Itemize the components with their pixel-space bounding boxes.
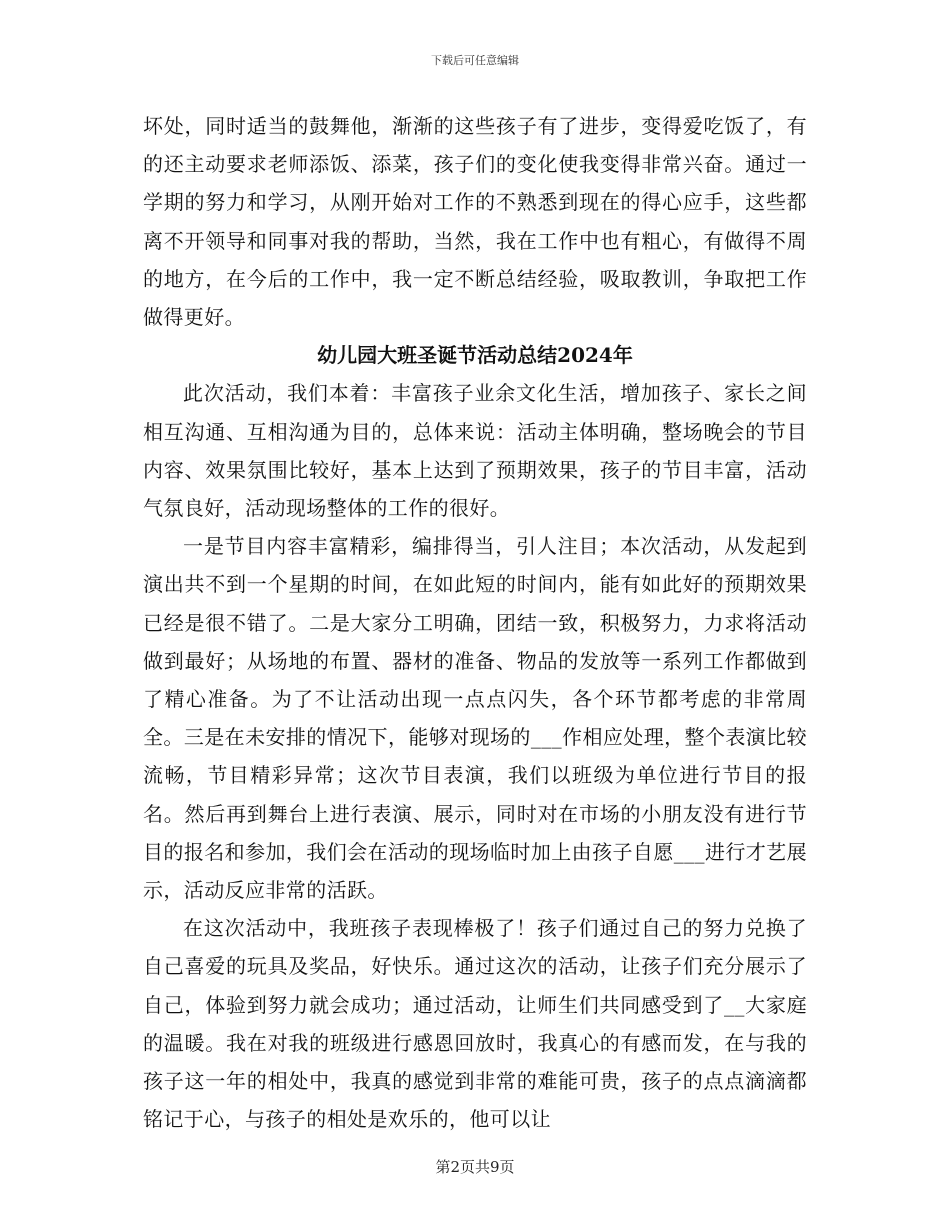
header-note: 下载后可任意编辑	[431, 54, 519, 67]
paragraph-2: 一是节目内容丰富精彩，编排得当，引人注目；本次活动，从发起到演出共不到一个星期的时间，在如此短的时间内，能有如此好的预期效果已经是很不错了。二是大家分工明确，团结一致，积极努力，力求将活动做到最好；从场地的布置、器材的准备、物品的发放等一系列工作都做到了精心准备。为了不让活动出现一点点闪失，各个环节都考虑的非常周全。三是在未安排的情况下，能够对现场的___作相应处理，整个表演比较流畅，节目精彩异常；这次节目表演，我们以班级为单位进行节目的报名。然后再到舞台上进行表演、展示，同时对在市场的小朋友没有进行节目的报名和参加，我们会在活动的现场临时加上由孩子自愿___进行才艺展示，活动反应非常的活跃。	[143, 534, 807, 903]
page-indicator: 第2页共9页	[435, 1158, 515, 1176]
paragraph-3: 在这次活动中，我班孩子表现棒极了！孩子们通过自己的努力兑换了自己喜爱的玩具及奖品，好快乐。通过这次的活动，让孩子们充分展示了自己，体验到努力就会成功；通过活动，让师生们共同感受到了__大家庭的温暖。我在对我的班级进行感恩回放时，我真心的有感而发，在与我的孩子这一年的相处中，我真的感觉到非常的难能可贵，孩子的点点滴滴都铭记于心，与孩子的相处是欢乐的，他可以让	[143, 916, 807, 1132]
paragraph-continued: 坏处，同时适当的鼓舞他，渐渐的这些孩子有了进步，变得爱吃饭了，有的还主动要求老师添饭、添菜，孩子们的变化使我变得非常兴奋。通过一学期的努力和学习，从刚开始对工作的不熟悉到现在的得心应手，这些都离不开领导和同事对我的帮助，当然，我在工作中也有粗心，有做得不周的地方，在今后的工作中，我一定不断总结经验，吸取教训，争取把工作做得更好。	[143, 114, 807, 330]
document-body	[143, 107, 807, 1138]
paragraph-1: 此次活动，我们本着：丰富孩子业余文化生活，增加孩子、家长之间相互沟通、互相沟通为目的，总体来说：活动主体明确，整场晚会的节目内容、效果氛围比较好，基本上达到了预期效果，孩子的节目丰富，活动气氛良好，活动现场整体的工作的很好。	[143, 381, 807, 521]
section-title: 幼儿园大班圣诞节活动总结2024年	[317, 343, 633, 368]
